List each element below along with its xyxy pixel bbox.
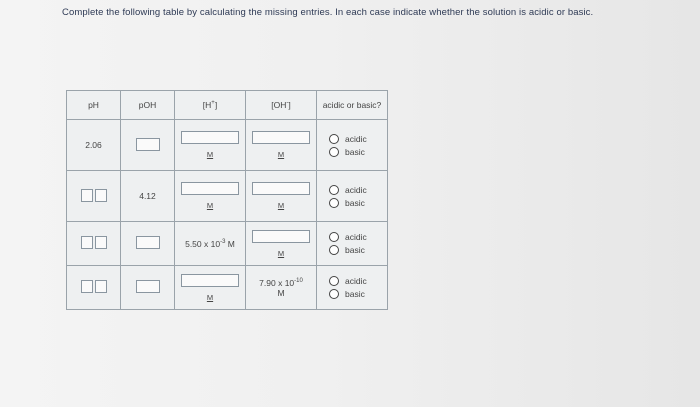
radio-button[interactable] bbox=[329, 185, 339, 195]
h-cell bbox=[175, 266, 246, 310]
h-input[interactable] bbox=[181, 274, 239, 287]
poh-cell bbox=[121, 266, 175, 310]
unit-label: M bbox=[277, 150, 285, 159]
oh-input[interactable] bbox=[252, 230, 310, 243]
acidic-option[interactable]: acidic bbox=[317, 232, 387, 242]
acid-base-cell bbox=[317, 266, 388, 310]
acidic-option[interactable]: acidic bbox=[317, 276, 387, 286]
h-input[interactable] bbox=[181, 131, 239, 144]
acid-base-cell bbox=[317, 222, 388, 266]
instruction-text: Complete the following table by calculating the missing entries. In each case indicate whether the solution is acidic or basic. bbox=[62, 7, 594, 18]
table-row bbox=[67, 120, 388, 171]
radio-button[interactable] bbox=[329, 289, 339, 299]
ph-input[interactable] bbox=[81, 280, 93, 293]
header-poh: pOH bbox=[121, 91, 175, 120]
ph-value: 2.06 bbox=[67, 120, 121, 171]
oh-cell bbox=[246, 222, 317, 266]
basic-option[interactable]: basic bbox=[317, 198, 387, 208]
radio-button[interactable] bbox=[329, 147, 339, 157]
table-row bbox=[67, 171, 388, 222]
ph-cell bbox=[67, 222, 121, 266]
unit-label: M bbox=[206, 201, 214, 210]
ph-input[interactable] bbox=[81, 189, 93, 202]
acidic-option[interactable]: acidic bbox=[317, 185, 387, 195]
acidic-option[interactable]: acidic bbox=[317, 134, 387, 144]
radio-button[interactable] bbox=[329, 276, 339, 286]
h-cell bbox=[175, 120, 246, 171]
acid-base-cell bbox=[317, 171, 388, 222]
ph-input[interactable] bbox=[95, 280, 107, 293]
ph-cell bbox=[67, 266, 121, 310]
table-row bbox=[67, 266, 388, 310]
basic-option[interactable]: basic bbox=[317, 147, 387, 157]
header-oh-concentration: [OH-] bbox=[246, 91, 317, 120]
basic-option[interactable]: basic bbox=[317, 289, 387, 299]
ph-cell bbox=[67, 171, 121, 222]
h-cell bbox=[175, 171, 246, 222]
poh-cell bbox=[121, 120, 175, 171]
poh-input[interactable] bbox=[136, 280, 160, 293]
basic-option[interactable]: basic bbox=[317, 245, 387, 255]
radio-button[interactable] bbox=[329, 232, 339, 242]
header-row bbox=[67, 91, 388, 120]
header-h-concentration: [H+] bbox=[175, 91, 246, 120]
poh-input[interactable] bbox=[136, 236, 160, 249]
oh-input[interactable] bbox=[252, 182, 310, 195]
poh-input[interactable] bbox=[136, 138, 160, 151]
oh-cell bbox=[246, 171, 317, 222]
poh-value: 4.12 bbox=[121, 171, 175, 222]
oh-input[interactable] bbox=[252, 131, 310, 144]
h-value: 5.50 x $10^{-3}$ M bbox=[175, 222, 246, 266]
header-acidic-or-basic: acidic or basic? bbox=[317, 91, 388, 120]
oh-value: 7.90 x $10^{-10}$ M bbox=[246, 266, 317, 310]
unit-label: M bbox=[206, 292, 214, 302]
radio-button[interactable] bbox=[329, 245, 339, 255]
ph-input[interactable] bbox=[81, 236, 93, 249]
oh-cell bbox=[246, 120, 317, 171]
h-input[interactable] bbox=[181, 182, 239, 195]
acid-base-cell bbox=[317, 120, 388, 171]
table-row bbox=[67, 222, 388, 266]
ph-input[interactable] bbox=[95, 236, 107, 249]
radio-button[interactable] bbox=[329, 198, 339, 208]
ph-input[interactable] bbox=[95, 189, 107, 202]
radio-button[interactable] bbox=[329, 134, 339, 144]
unit-label: M bbox=[277, 201, 285, 210]
ph-table bbox=[66, 90, 388, 310]
unit-label: M bbox=[206, 150, 214, 159]
unit-label: M bbox=[277, 248, 285, 258]
poh-cell bbox=[121, 222, 175, 266]
header-ph: pH bbox=[67, 91, 121, 120]
